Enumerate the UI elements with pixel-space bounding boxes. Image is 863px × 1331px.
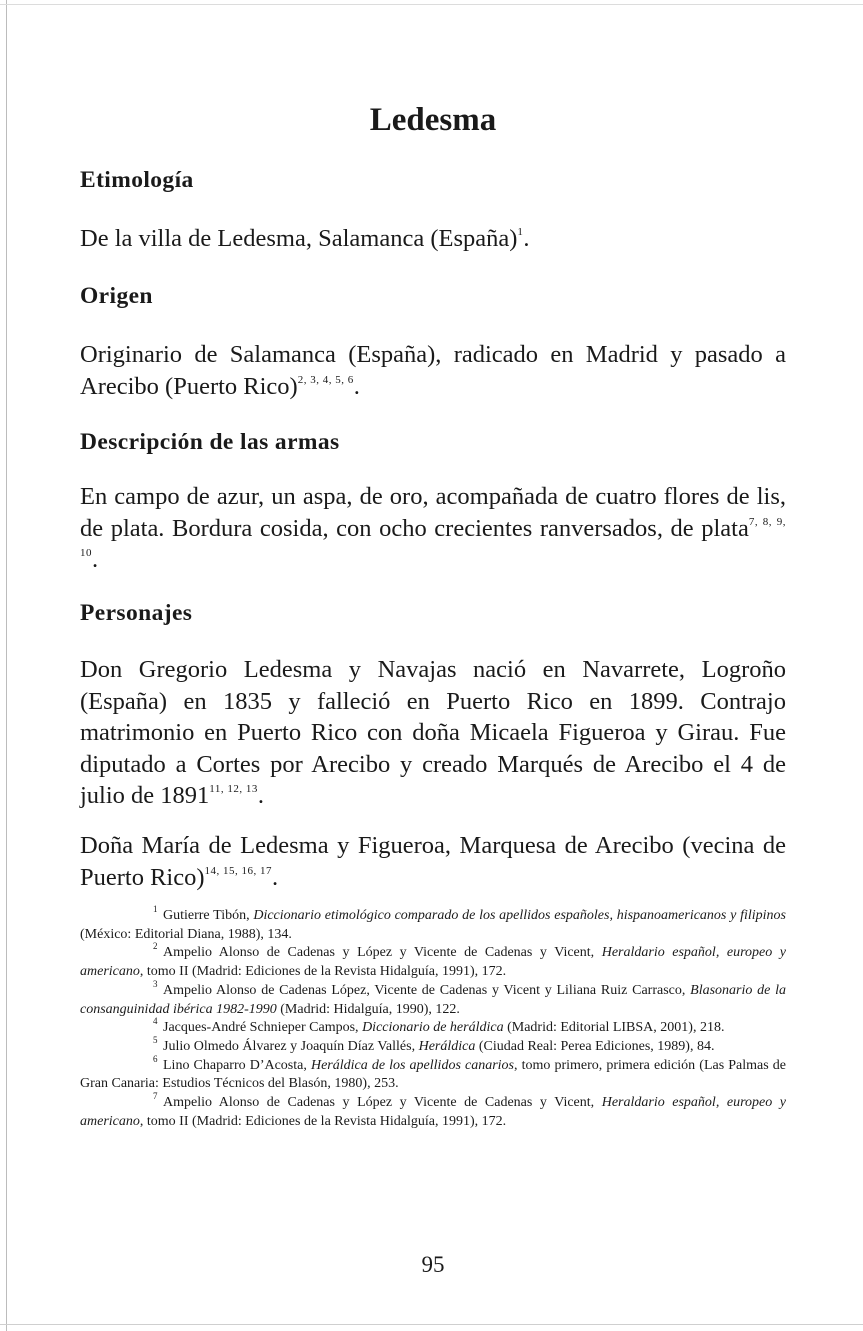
footnote-title: Blasonario de la consanguinidad ibérica 1982-1990: [80, 982, 786, 1017]
footnote-ref: 11, 12, 13: [209, 783, 258, 795]
footnote-author: Julio Olmedo Álvarez y Joaquín Díaz Vallés,: [163, 1038, 419, 1054]
footnote-number: 6: [153, 1053, 158, 1064]
paragraph-end: .: [272, 863, 279, 891]
heading-armas: Descripción de las armas: [80, 429, 340, 455]
paragraph-etimologia: [80, 223, 786, 255]
footnote-author: Lino Chaparro D’Acosta,: [163, 1057, 311, 1073]
footnote: [80, 1091, 786, 1131]
footnote-publication: (México: Editorial Diana, 1988), 134.: [80, 926, 292, 942]
paragraph-end: .: [353, 372, 360, 400]
paragraph-text: Originario de Salamanca (España), radicado en Madrid y pasado a Arecibo (Puerto Rico): [80, 341, 786, 400]
footnote-author: Ampelio Alonso de Cadenas y López y Vicente de Cadenas y Vicent,: [163, 1095, 602, 1111]
footnote-number: 4: [153, 1016, 158, 1027]
footnote-number: 2: [153, 941, 158, 952]
footnote-title: Diccionario de heráldica: [362, 1020, 504, 1036]
heading-origen: Origen: [80, 283, 153, 309]
paragraph-text: Don Gregorio Ledesma y Navajas nació en Navarrete, Logroño (España) en 1835 y falleció en Puerto Rico en 1899. Contrajo matrimonio en Puerto Rico con doña Micaela Figueroa y Girau. Fue diputado a Cortes por Arecibo y creado Marqués de Arecibo el 4 de julio de 1891: [80, 656, 786, 809]
paragraph-text: De la villa de Ledesma, Salamanca (España): [80, 225, 518, 252]
footnote-title: Heraldario español, europeo y americano: [80, 1095, 786, 1129]
paragraph-end: .: [92, 546, 99, 573]
page-number: 95: [421, 1252, 445, 1277]
footnote-title: Heraldario español, europeo y americano: [80, 945, 786, 980]
footnote-author: Jacques-André Schnieper Campos,: [163, 1020, 363, 1036]
paragraph-armas: [80, 481, 786, 576]
footnote-author: Gutierre Tibón,: [163, 908, 254, 923]
page-edge-left: [6, 0, 7, 1331]
footnote: [80, 1016, 786, 1038]
footnote-number: 1: [153, 904, 158, 914]
footnote-number: 7: [153, 1091, 158, 1102]
paragraph-origen: [80, 339, 786, 402]
footnote: [80, 1034, 786, 1057]
footnote: [80, 904, 786, 944]
paragraph-text: Doña María de Ledesma y Figueroa, Marquesa de Arecibo (vecina de Puerto Rico): [80, 832, 786, 891]
footnote-publication: , tomo II (Madrid: Ediciones de la Revista Hidalguía, 1991), 172.: [139, 1113, 507, 1129]
footnote-number: 5: [153, 1034, 158, 1045]
page-edge-bottom: [0, 1324, 863, 1325]
paragraph-personajes-2: [80, 830, 786, 893]
footnote-publication: (Madrid: Hidalguía, 1990), 122.: [276, 1001, 460, 1017]
footnote-author: Ampelio Alonso de Cadenas López, Vicente de Cadenas y Vicent y Liliana Ruiz Carrasco,: [163, 982, 691, 998]
footnote: [80, 941, 786, 981]
footnote-ref: 7, 8, 9, 10: [80, 515, 786, 559]
footnote-publication: (Madrid: Editorial LIBSA, 2001), 218.: [503, 1020, 725, 1036]
footnote: [80, 978, 786, 1019]
paragraph-personajes-1: [80, 654, 786, 812]
page-edge-top: [0, 4, 863, 5]
footnote: [80, 1053, 786, 1094]
footnote-publication: , tomo primero, primera edición (Las Palmas de Gran Canaria: Estudios Técnicos del Blasón, 1980), 253.: [80, 1057, 786, 1092]
footnote-ref: 1: [517, 226, 524, 238]
page-title: Ledesma: [369, 102, 497, 138]
footnotes: [80, 904, 786, 1131]
footnote-ref: 14, 15, 16, 17: [204, 864, 273, 877]
paragraph-text: En campo de azur, un aspa, de oro, acompañada de cuatro flores de lis, de plata. Bordura cosida, con ocho crecientes ranversados, de plata: [80, 483, 786, 542]
footnote-title: Diccionario etimológico comparado de los apellidos españoles, hispanoamericanos y filipinos: [253, 908, 786, 923]
paragraph-end: .: [257, 782, 265, 809]
footnote-publication: , tomo II (Madrid: Ediciones de la Revista Hidalguía, 1991), 172.: [139, 964, 507, 980]
footnote-publication: (Ciudad Real: Perea Ediciones, 1989), 84.: [475, 1038, 715, 1054]
footnote-title: Heráldica: [418, 1038, 476, 1054]
paragraph-end: .: [523, 225, 530, 252]
footnote-number: 3: [153, 978, 158, 989]
heading-etimologia: Etimología: [80, 167, 194, 193]
footnote-title: Heráldica de los apellidos canarios: [310, 1057, 514, 1073]
footnote-author: Ampelio Alonso de Cadenas y López y Vicente de Cadenas y Vicent,: [163, 945, 602, 961]
footnote-ref: 2, 3, 4, 5, 6: [297, 373, 354, 386]
heading-personajes: Personajes: [80, 600, 193, 626]
